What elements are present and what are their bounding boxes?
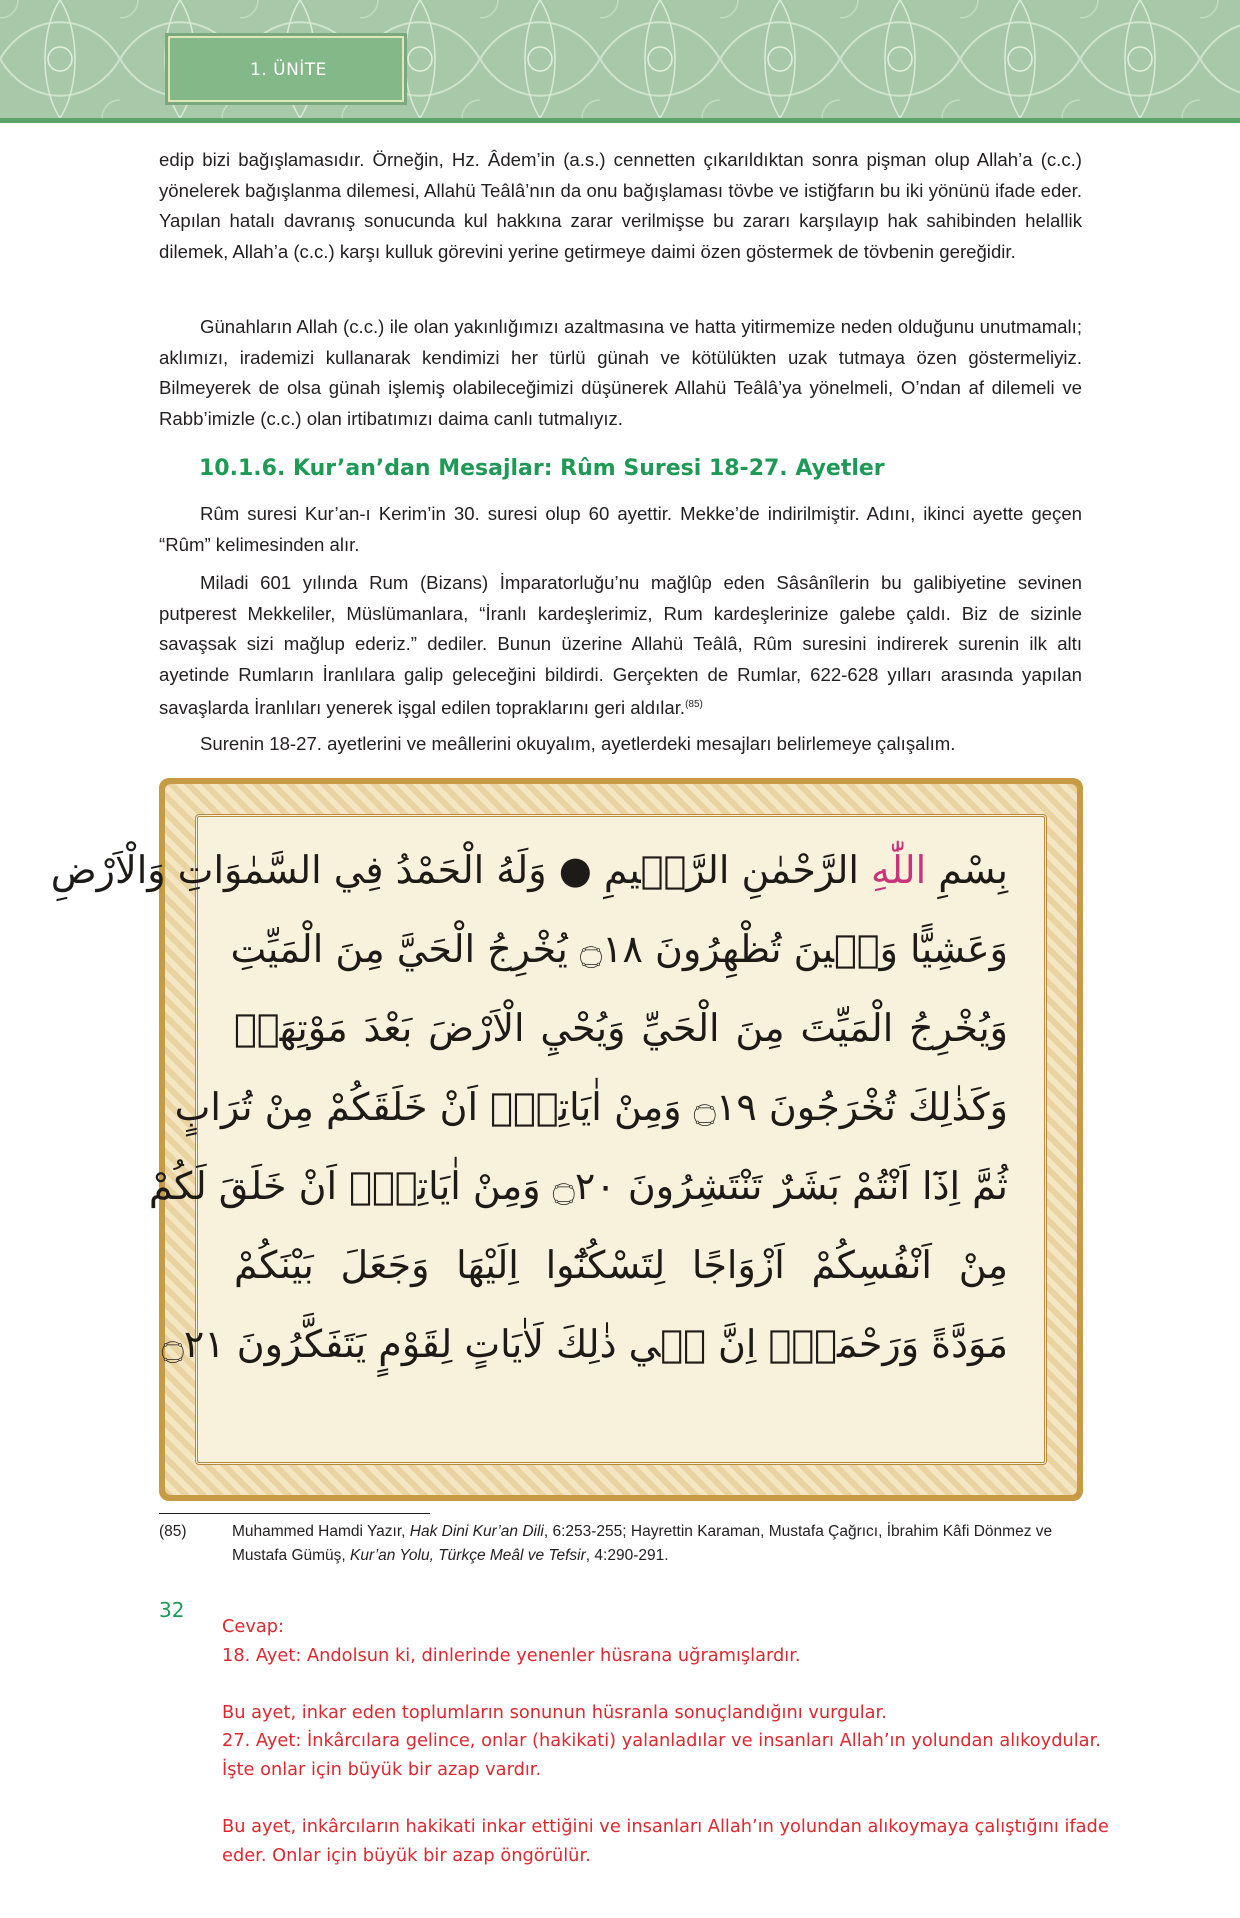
answer-line: 27. Ayet: İnkârcılara gelince, onlar (hakikati) yalanladılar ve insanları Allah’ın yolundan alıkoydular. <box>222 1730 1101 1751</box>
verse-line-6: مِنْ اَنْفُسِكُمْ اَزْوَاجًا لِتَسْكُنُٓوا اِلَيْهَا وَجَعَلَ بَيْنَكُمْ <box>234 1243 1008 1287</box>
paragraph-gunahlar: Günahların Allah (c.c.) ile olan yakınlığımızı azaltmasına ve hatta yitirmemize neden olduğunu unutmamalı; aklımızı, irademizi kullanarak kendimizi her türlü günah ve kötülükten uzak tutmaya özen göstermeliyiz. Bilmeyerek de olsa günah işlemiş olabileceğimizi düşünerek Allahü Teâlâ’ya yönelmeli, O’ndan af dilemeli ve Rabb’imizle (c.c.) olan irtibatımızı daima canlı tutmalıyız. <box>159 316 1082 429</box>
ornamental-border <box>50 784 1077 1495</box>
footnote-author: Muhammed Hamdi Yazır, <box>232 1523 410 1540</box>
footnote-book-1: Hak Dini Kur’an Dili <box>409 1523 544 1540</box>
verse-frame <box>50 778 1083 1501</box>
section-title: 10.1.6. Kur’an’dan Mesajlar: Rûm Suresi 18-27. Ayetler <box>199 456 885 481</box>
paragraph-rum-intro: Rûm suresi Kur’an-ı Kerim’in 30. suresi olup 60 ayettir. Mekke’de indirilmiştir. Adını, ikinci ayette geçen “Rûm” kelimesinden alır. <box>159 503 1082 555</box>
paragraph-rum-history <box>159 568 1082 724</box>
answer-line: eder. Onlar için büyük bir azap öngörülür. <box>222 1845 591 1866</box>
footnote-ref: (85) <box>685 699 703 710</box>
verse-bismillah: بِسْمِ <box>926 848 1008 892</box>
answer-line: Bu ayet, inkar eden toplumların sonunun hüsranla sonuçlandığını vurgular. <box>222 1702 887 1723</box>
verse-line-2: وَعَشِيًّا وَح۪ينَ تُظْهِرُونَ ۝١٨ يُخْرِجُ الْحَيَّ مِنَ الْمَيِّتِ <box>230 927 1008 971</box>
verse-panel <box>50 814 1047 1465</box>
footnote-text <box>232 1520 1082 1568</box>
verse-line-1-rest: الرَّحْمٰنِ الرَّح۪يمِ ● وَلَهُ الْحَمْدُ فِي السَّمٰوَاتِ وَالْاَرْضِ <box>50 848 872 892</box>
footnote-book-2: Kur’an Yolu, Türkçe Meâl ve Tefsir <box>350 1547 586 1564</box>
footnote-end: , 4:290-291. <box>585 1547 669 1564</box>
verse-line-5: ثُمَّ اِذَٓا اَنْتُمْ بَشَرٌ تَنْتَشِرُونَ ۝٢٠ وَمِنْ اٰيَاتِه۪ٓ اَنْ خَلَقَ لَكُمْ <box>148 1164 1008 1208</box>
header-rule <box>0 118 1240 123</box>
answer-line: İşte onlar için büyük bir azap vardır. <box>222 1759 542 1780</box>
footnote-mid: , 6:253-255; Hayrettin Karaman, Mustafa Çağrıcı, İbrahim Kâfi Dönmez ve Mustafa Gümüş, <box>232 1523 1053 1564</box>
unit-tab <box>168 36 404 102</box>
answer-heading: Cevap: <box>222 1616 285 1637</box>
paragraph-tovbe: edip bizi bağışlamasıdır. Örneğin, Hz. Âdem’in (a.s.) cennetten çıkarıldıktan sonra pişman olup Allah’a (c.c.) yönelerek bağışlanma dilemesi, Allahü Teâlâ’nın da onu bağışlaması tövbe ve istiğfarın bu iki yönünü ifade eder. Yapılan hatalı davranış sonucunda kul hakkına zarar verilmişse bu zararı karşılayıp hak sahibinden helallik dilemek, Allah’a (c.c.) karşı kulluk görevini yerine getirmeye daimi özen göstermek de tövbenin gereğidir. <box>159 149 1082 262</box>
footnote-number: (85) <box>159 1523 187 1540</box>
verse-allah: اللّٰهِ <box>871 848 927 892</box>
answer-line: Bu ayet, inkârcıların hakikati inkar ettiğini ve insanları Allah’ın yolundan alıkoymaya çalıştığını ifade <box>222 1816 1109 1837</box>
footnote-rule <box>159 1513 430 1514</box>
paragraph-instruction: Surenin 18-27. ayetlerini ve meâllerini okuyalım, ayetlerdeki mesajları belirlemeye çalışalım. <box>200 733 956 754</box>
unit-label: 1. ÜNİTE <box>250 60 327 80</box>
paragraph-rum-history-text: Miladi 601 yılında Rum (Bizans) İmparatorluğu’nu mağlûp eden Sâsânîlerin bu galibiyetine sevinen putperest Mekkeliler, Müslümanlara, “İranlı kardeşlerimiz, Rum kardeşlerinize galebe çaldı. Biz de sizinle savaşsak sizi mağlup ederiz.” dediler. Bunun üzerine Allahü Teâlâ, Rûm suresini indirerek surenin ilk altı ayetinde Rumların İranlılara galip geleceğini bildirdi. Gerçekten de Rumlar, 622-628 yılları arasında yapılan savaşlarda İranlıları yenerek işgal edilen topraklarını geri aldılar. <box>159 572 1082 718</box>
verse-line-3: وَيُخْرِجُ الْمَيِّتَ مِنَ الْحَيِّ وَيُحْيِ الْاَرْضَ بَعْدَ مَوْتِهَاۜ <box>234 1006 1008 1050</box>
verse-line-4: وَكَذٰلِكَ تُخْرَجُونَ ۝١٩ وَمِنْ اٰيَاتِه۪ٓ اَنْ خَلَقَكُمْ مِنْ تُرَابٍ <box>174 1085 1008 1129</box>
unit-header-band <box>0 0 1240 123</box>
verse-line-1 <box>50 831 1008 910</box>
answer-line: 18. Ayet: Andolsun ki, dinlerinde yenenler hüsrana uğramışlardır. <box>222 1645 801 1666</box>
verse-line-7: مَوَدَّةً وَرَحْمَةًۜ اِنَّ ف۪ي ذٰلِكَ لَاٰيَاتٍ لِقَوْمٍ يَتَفَكَّرُونَ ۝٢١ <box>161 1322 1008 1366</box>
page-number: 32 <box>159 1598 185 1622</box>
